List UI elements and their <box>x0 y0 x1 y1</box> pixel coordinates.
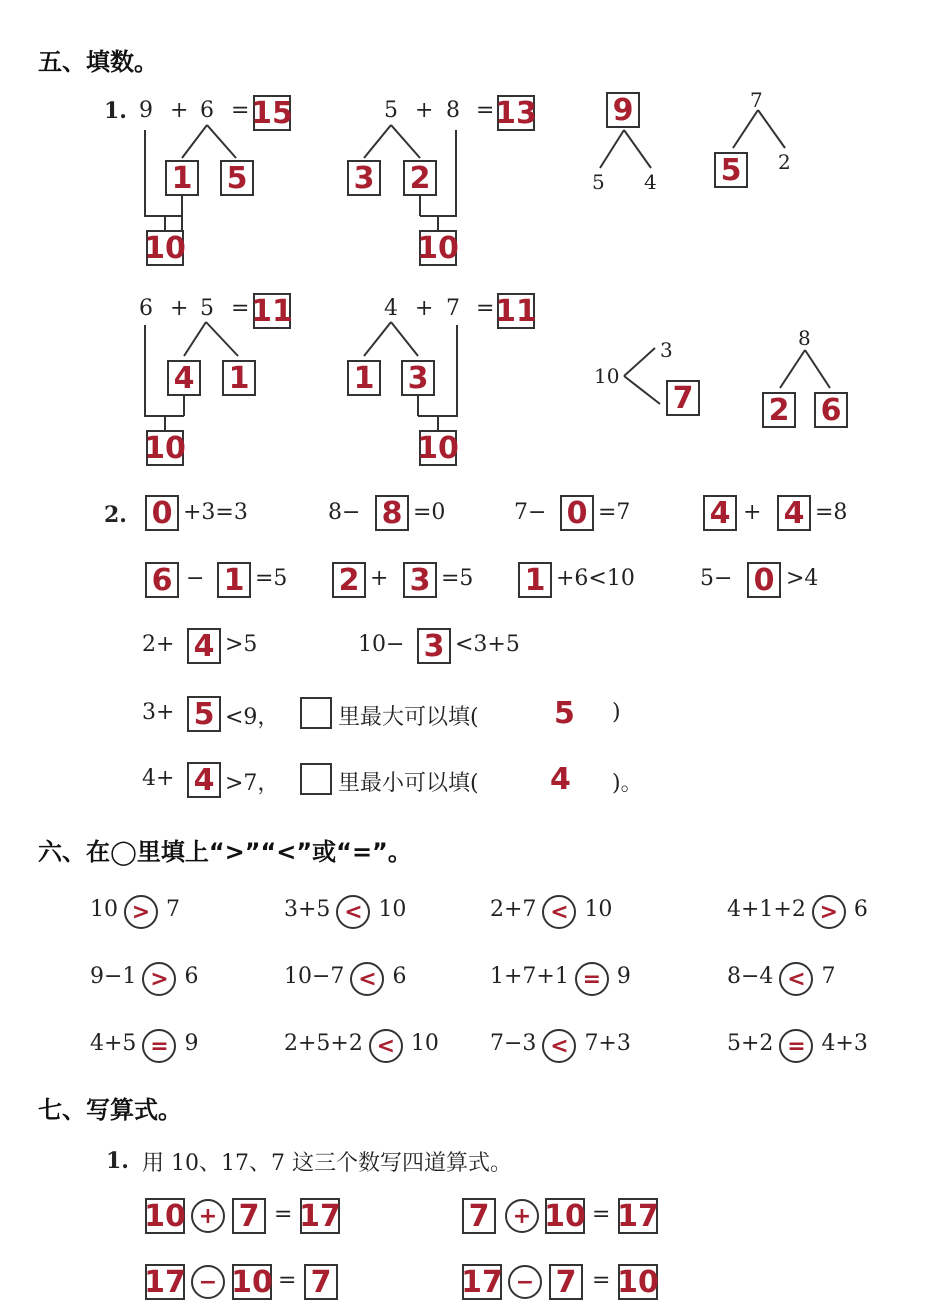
p2-r1-c1-rest: +3=3 <box>183 500 248 525</box>
compare-left-expr: 5+2 <box>727 1031 774 1056</box>
p2-r2-c3-box: 1 <box>518 562 552 598</box>
p2-r1-c1-box: 0 <box>145 495 179 531</box>
eq4-split1-box: 1 <box>347 360 381 396</box>
compare-right-expr: 7 <box>821 964 836 989</box>
s7-eq2-b-box: 10 <box>544 1198 586 1234</box>
compare-right-expr: 6 <box>853 897 868 922</box>
part7-label: 1. <box>106 1148 129 1174</box>
tree4-right-box: 6 <box>814 392 848 428</box>
part2-label: 2. <box>104 502 127 528</box>
p2-r2-c2-box2: 3 <box>403 562 437 598</box>
eq2-eq: = <box>476 98 495 123</box>
eq4-eq: = <box>476 296 495 321</box>
compare-right-expr: 9 <box>184 1031 199 1056</box>
p2-r2-c4-pre: 5− <box>700 566 733 591</box>
compare-left-expr: 2+7 <box>490 897 537 922</box>
tree3-up: 3 <box>660 338 673 362</box>
eq3-answer-box: 11 <box>251 293 293 329</box>
eq4-split2-box: 3 <box>401 360 435 396</box>
eq1-split2-box: 5 <box>220 160 254 196</box>
p2-r3-c1-rest: >5 <box>225 632 258 657</box>
s7-eq4-eq: = <box>592 1268 611 1293</box>
compare-sign-circle: > <box>812 895 846 929</box>
s7-eq4-b-box: 7 <box>549 1264 583 1300</box>
eq3-op: + <box>170 296 189 321</box>
part7-prompt: 用 10、17、7 这三个数写四道算式。 <box>142 1151 512 1176</box>
section-five-heading: 五、填数。 <box>38 48 158 76</box>
eq2-op: + <box>415 98 434 123</box>
compare-right-expr: 10 <box>410 1031 439 1056</box>
p2-r1-c4-box2: 4 <box>777 495 811 531</box>
section-seven-heading: 七、写算式。 <box>38 1096 182 1124</box>
s7-eq1-b-box: 7 <box>232 1198 266 1234</box>
compare-right-expr: 6 <box>184 964 199 989</box>
p2-r2-c4-box: 0 <box>747 562 781 598</box>
compare-sign-circle: < <box>779 962 813 996</box>
p2-r1-c4-box1: 4 <box>703 495 737 531</box>
p2-r2-c1-rest: =5 <box>255 566 288 591</box>
p2-r2-c2-rest: =5 <box>441 566 474 591</box>
eq1-answer-box: 15 <box>251 95 293 131</box>
eq3-ten-box: 10 <box>144 430 186 466</box>
p2-r1-c2-box: 8 <box>375 495 409 531</box>
p2-r1-c3-box: 0 <box>560 495 594 531</box>
p2-r2-c2-mid: + <box>370 566 389 591</box>
compare-right-expr: 4+3 <box>821 1031 868 1056</box>
eq2-split2-box: 2 <box>403 160 437 196</box>
p2-r5-text: 里最小可以填( <box>338 771 479 796</box>
compare-right-expr: 7 <box>166 897 180 922</box>
s7-eq2-a-box: 7 <box>462 1198 496 1234</box>
s7-eq1-eq: = <box>274 1202 293 1227</box>
s7-eq2-eq: = <box>592 1202 611 1227</box>
compare-left-expr: 1+7+1 <box>490 964 569 989</box>
tree3-down-box: 7 <box>666 380 700 416</box>
compare-left-expr: 9−1 <box>90 964 137 989</box>
p2-r1-c3-rest: =7 <box>598 500 631 525</box>
p2-r2-c1-box2: 1 <box>217 562 251 598</box>
compare-right-expr: 10 <box>584 897 613 922</box>
s7-eq3-eq: = <box>278 1268 297 1293</box>
part1-label: 1. <box>104 98 127 124</box>
compare-sign-circle: < <box>369 1029 403 1063</box>
eq4-answer-box: 11 <box>495 293 537 329</box>
eq1-split1-box: 1 <box>165 160 199 196</box>
compare-left-expr: 7−3 <box>490 1031 537 1056</box>
eq1-ten-box: 10 <box>144 230 186 266</box>
s7-eq2-c-box: 17 <box>617 1198 659 1234</box>
eq2-a: 5 <box>384 98 398 123</box>
eq4-ten-box: 10 <box>417 430 459 466</box>
eq1-a: 9 <box>139 98 153 123</box>
p2-r3-c2-box: 3 <box>417 628 451 664</box>
compare-left-expr: 2+5+2 <box>284 1031 363 1056</box>
eq4-a: 4 <box>384 296 398 321</box>
p2-r1-c4-rest: =8 <box>815 500 848 525</box>
compare-left-expr: 10 <box>90 897 118 922</box>
compare-right-expr: 6 <box>392 964 407 989</box>
s7-eq3-op-circle: − <box>191 1265 225 1299</box>
s7-eq3-b-box: 10 <box>231 1264 273 1300</box>
compare-right-expr: 7+3 <box>584 1031 631 1056</box>
eq3-a: 6 <box>139 296 153 321</box>
compare-sign-circle: > <box>124 895 158 929</box>
s7-eq4-op-circle: − <box>508 1265 542 1299</box>
p2-r2-c1-box1: 6 <box>145 562 179 598</box>
s7-eq3-a-box: 17 <box>144 1264 186 1300</box>
compare-sign-circle: < <box>336 895 370 929</box>
p2-r2-c4-rest: >4 <box>786 566 819 591</box>
p2-r5-pre: 4+ <box>142 766 175 791</box>
p2-r4-empty-box <box>300 697 332 729</box>
compare-left-expr: 10−7 <box>284 964 345 989</box>
s7-eq3-c-box: 7 <box>304 1264 338 1300</box>
p2-r4-rest: <9， <box>225 705 280 730</box>
p2-r3-c1-pre: 2+ <box>142 632 175 657</box>
p2-r1-c4-mid: + <box>743 500 762 525</box>
compare-sign-circle: < <box>350 962 384 996</box>
p2-r3-c1-box: 4 <box>187 628 221 664</box>
p2-r5-empty-box <box>300 763 332 795</box>
p2-r5-close: )。 <box>612 771 643 796</box>
p2-r4-box: 5 <box>187 696 221 732</box>
p2-r1-c2-rest: =0 <box>413 500 446 525</box>
s7-eq4-c-box: 10 <box>617 1264 659 1300</box>
decomposition-lines <box>0 0 950 520</box>
compare-left-expr: 3+5 <box>284 897 331 922</box>
tree3-root: 10 <box>594 364 620 388</box>
p2-r3-c2-pre: 10− <box>358 632 405 657</box>
s7-eq2-op-circle: + <box>505 1199 539 1233</box>
eq2-b: 8 <box>446 98 460 123</box>
compare-sign-circle: = <box>142 1029 176 1063</box>
eq3-eq: = <box>231 296 250 321</box>
compare-sign-circle: < <box>542 895 576 929</box>
p2-r2-c3-rest: +6<10 <box>556 566 635 591</box>
p2-r1-c2-pre: 8− <box>328 500 361 525</box>
eq2-split1-box: 3 <box>347 160 381 196</box>
eq3-split2-box: 1 <box>222 360 256 396</box>
compare-sign-circle: > <box>142 962 176 996</box>
tree4-top: 8 <box>798 326 811 350</box>
compare-left-expr: 4+1+2 <box>727 897 806 922</box>
compare-sign-circle: = <box>779 1029 813 1063</box>
eq1-eq: = <box>231 98 250 123</box>
compare-right-expr: 10 <box>378 897 407 922</box>
p2-r2-c2-box1: 2 <box>332 562 366 598</box>
eq2-ten-box: 10 <box>417 230 459 266</box>
compare-sign-circle: < <box>542 1029 576 1063</box>
eq3-split1-box: 4 <box>167 360 201 396</box>
s7-eq4-a-box: 17 <box>461 1264 503 1300</box>
p2-r4-answer: 5 <box>554 696 575 731</box>
p2-r4-text: 里最大可以填( <box>338 705 479 730</box>
eq4-b: 7 <box>446 296 460 321</box>
compare-left-expr: 4+5 <box>90 1031 137 1056</box>
eq2-answer-box: 13 <box>495 95 537 131</box>
eq1-op: + <box>170 98 189 123</box>
tree2-right: 2 <box>778 150 791 174</box>
eq4-op: + <box>415 296 434 321</box>
tree2-top: 7 <box>750 88 763 112</box>
p2-r5-answer: 4 <box>550 762 571 797</box>
s7-eq1-a-box: 10 <box>144 1198 186 1234</box>
p2-r4-close: ) <box>612 700 621 725</box>
p2-r2-c1-mid: − <box>186 566 205 591</box>
s7-eq1-op-circle: + <box>191 1199 225 1233</box>
tree2-left-box: 5 <box>714 152 748 188</box>
tree1-left: 5 <box>592 170 605 194</box>
compare-right-expr: 9 <box>616 964 631 989</box>
p2-r5-box: 4 <box>187 762 221 798</box>
p2-r1-c3-pre: 7− <box>514 500 547 525</box>
section-six-heading: 六、在◯里填上“>”“<”或“=”。 <box>38 838 412 866</box>
p2-r4-pre: 3+ <box>142 700 175 725</box>
s7-eq1-c-box: 17 <box>299 1198 341 1234</box>
eq3-b: 5 <box>200 296 214 321</box>
p2-r5-rest: >7， <box>225 771 280 796</box>
tree4-left-box: 2 <box>762 392 796 428</box>
compare-left-expr: 8−4 <box>727 964 774 989</box>
compare-sign-circle: = <box>575 962 609 996</box>
tree1-top-box: 9 <box>606 92 640 128</box>
eq1-b: 6 <box>200 98 214 123</box>
p2-r3-c2-rest: <3+5 <box>455 632 520 657</box>
tree1-right: 4 <box>644 170 657 194</box>
